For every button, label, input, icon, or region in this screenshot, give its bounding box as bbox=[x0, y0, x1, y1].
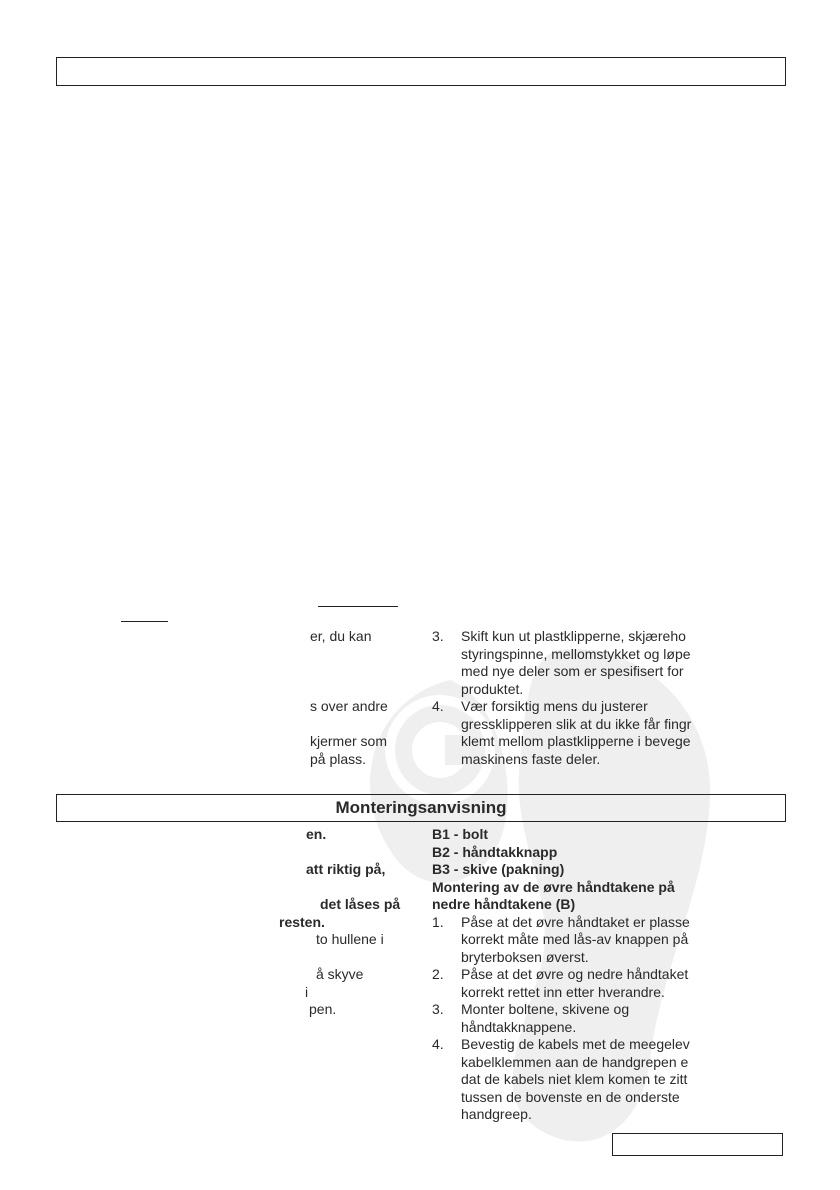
step-number: 4. bbox=[432, 1036, 444, 1052]
upper-left-column bbox=[306, 628, 416, 768]
lower-left-line: resten. bbox=[279, 913, 325, 930]
step-line: kabelklemmen aan de handgrepen e bbox=[461, 1053, 689, 1070]
rule-right bbox=[318, 606, 398, 607]
step-number: 2. bbox=[432, 966, 444, 982]
parts-list-item: B3 - skive (pakning) bbox=[432, 861, 565, 877]
lower-left-line: å skyve bbox=[316, 966, 364, 982]
list-item-line: med nye deler som er spesifisert for bbox=[461, 663, 684, 679]
step-line: tussen de bovenste en de onderste bbox=[461, 1088, 680, 1105]
step-line: Bevestig de kabels met de meegelev bbox=[461, 1036, 690, 1052]
page-number-box bbox=[612, 1133, 783, 1156]
step-line: bryterboksen øverst. bbox=[461, 948, 589, 965]
step-line: dat de kabels niet klem komen te zitt bbox=[461, 1071, 688, 1087]
lower-left-line: det låses på bbox=[320, 896, 401, 912]
section-title: Monteringsanvisning bbox=[335, 798, 507, 817]
list-item-line: klemt mellom plastklipperne i bevege bbox=[461, 733, 691, 749]
subheading-line: Montering av de øvre håndtakene på bbox=[432, 878, 675, 895]
subheading-line: nedre håndtakene (B) bbox=[432, 896, 576, 912]
upper-left-line: på plass. bbox=[310, 750, 367, 767]
step-line: Påse at det øvre og nedre håndtaket bbox=[461, 966, 689, 982]
lower-left-line: i bbox=[305, 983, 309, 1000]
lower-left-column bbox=[276, 826, 416, 1026]
step-line: korrekt måte med lås-av knappen på bbox=[461, 931, 689, 947]
list-item bbox=[432, 698, 732, 773]
rule-left bbox=[121, 621, 168, 622]
list-item-line: produktet. bbox=[461, 680, 524, 697]
lower-left-line: pen. bbox=[309, 1001, 337, 1017]
list-item-line: gressklipperen slik at du ikke får fingr bbox=[461, 715, 692, 732]
lower-left-line: to hullene i bbox=[316, 931, 384, 947]
step-line: handgreep. bbox=[461, 1106, 532, 1122]
lower-left-line: en. bbox=[306, 826, 327, 842]
step-line: Påse at det øvre håndtaket er plasse bbox=[461, 913, 690, 930]
upper-left-line: kjermer som bbox=[310, 733, 388, 749]
step-line: Monter boltene, skivene og bbox=[461, 1001, 630, 1017]
list-item-number: 3. bbox=[432, 628, 444, 644]
lower-left-line: att riktig på, bbox=[306, 861, 386, 877]
header-box bbox=[56, 57, 786, 86]
list-item-line: Skift kun ut plastklipperne, skjæreho bbox=[461, 628, 686, 644]
upper-left-line: er, du kan bbox=[310, 628, 372, 644]
section-header-box bbox=[56, 794, 786, 822]
list-item-line: styringspinne, mellomstykket og løpe bbox=[461, 645, 691, 662]
upper-right-list bbox=[432, 628, 732, 773]
list-item-number: 4. bbox=[432, 698, 444, 714]
parts-list-item: B1 - bolt bbox=[432, 826, 488, 842]
upper-left-line: s over andre bbox=[310, 698, 388, 714]
step-number: 3. bbox=[432, 1001, 444, 1017]
step-line: håndtakknappene. bbox=[461, 1018, 577, 1035]
parts-list-item: B2 - håndtakknapp bbox=[432, 843, 558, 860]
step-number: 1. bbox=[432, 913, 444, 930]
list-item-line: maskinens faste deler. bbox=[461, 750, 601, 767]
list-item-line: Vær forsiktig mens du justerer bbox=[461, 698, 648, 714]
step-line: korrekt rettet inn etter hverandre. bbox=[461, 983, 665, 1000]
list-item bbox=[432, 628, 732, 698]
lower-right-column bbox=[432, 826, 732, 1126]
